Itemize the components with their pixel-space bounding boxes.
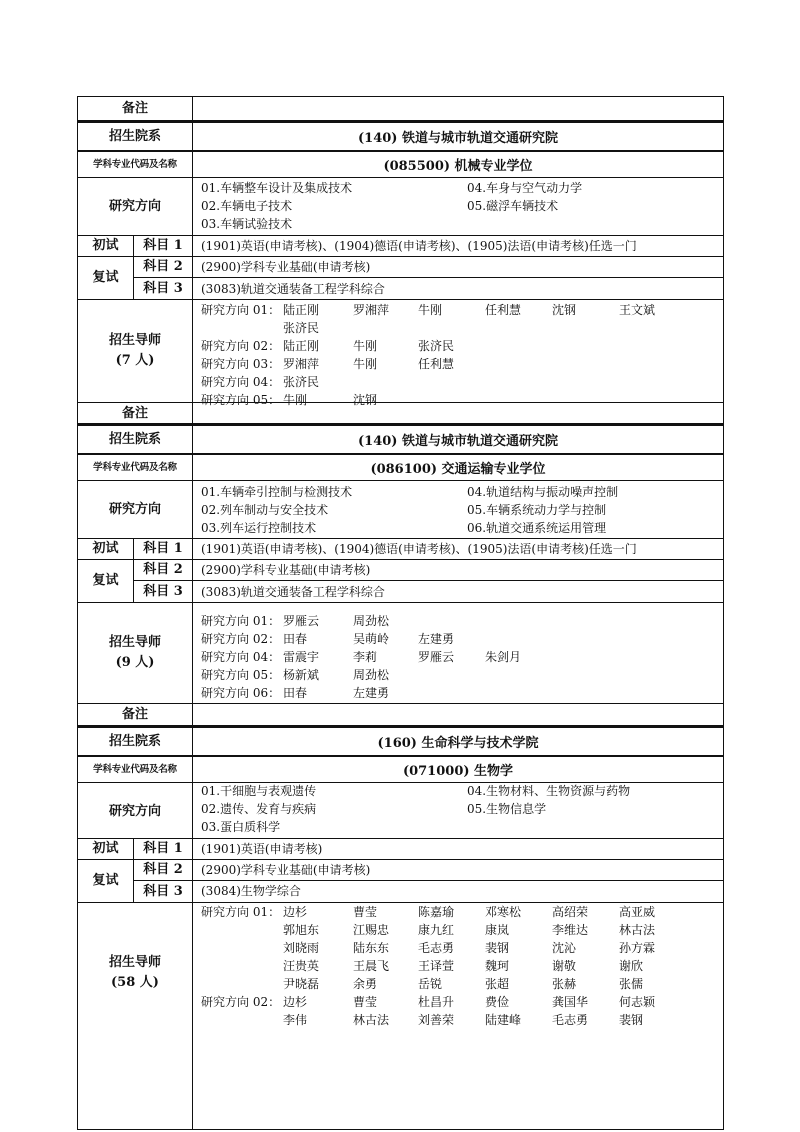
tutor-name: 邓寒松 <box>485 905 522 919</box>
direction-label: 研究方向 <box>108 198 161 214</box>
major-name: (086100) 交通运输专业学位 <box>370 462 546 477</box>
retest-label: 复试 <box>92 873 119 888</box>
direction-item: 04.轨道结构与振动噪声控制 <box>467 485 619 499</box>
tutor-name: 罗雁云 <box>283 614 320 628</box>
direction-label: 研究方向 <box>108 803 161 819</box>
direction-item: 01.干细胞与表观遗传 <box>201 784 317 798</box>
tutor-row <box>201 319 723 337</box>
tutor-name: 林古法 <box>353 1013 390 1027</box>
tutor-name: 朱剑月 <box>485 650 522 664</box>
direction-item: 02.遗传、发育与疾病 <box>201 802 317 816</box>
tutor-name: 左建勇 <box>418 632 455 646</box>
direction-item: 03.车辆试验技术 <box>201 217 293 231</box>
tutor-name: 魏珂 <box>485 959 510 973</box>
tutor-name: 李维达 <box>552 923 589 937</box>
tutor-name: 林古法 <box>619 923 656 937</box>
tutor-name: 郭旭东 <box>283 923 320 937</box>
subject-3-value: (3084)生物学综合 <box>201 884 301 898</box>
tutor-row <box>201 939 723 957</box>
subject-2-value: (2900)学科专业基础(申请考核) <box>201 863 371 877</box>
tutor-name: 牛刚 <box>353 339 378 353</box>
tutor-row <box>201 666 723 684</box>
tutor-direction: 研究方向 03： <box>201 357 281 371</box>
subject-1-value: (1901)英语(申请考核) <box>201 842 323 856</box>
tutor-name: 曹莹 <box>353 995 378 1009</box>
remark-label: 备注 <box>121 405 148 421</box>
tutor-direction: 研究方向 04： <box>201 375 281 389</box>
tutor-row <box>201 391 723 409</box>
tutor-name: 牛刚 <box>418 303 443 317</box>
direction-item: 03.列车运行控制技术 <box>201 521 317 535</box>
tutor-row <box>201 975 723 993</box>
subject-3-value: (3083)轨道交通装备工程学科综合 <box>201 282 385 296</box>
remark-row <box>77 96 724 121</box>
tutor-name: 任利慧 <box>418 357 455 371</box>
tutor-name: 康岚 <box>485 923 510 937</box>
tutor-row <box>201 612 723 630</box>
tutor-list <box>193 301 723 409</box>
tutor-name: 毛志勇 <box>418 941 455 955</box>
tutor-name: 尹晓磊 <box>283 977 320 991</box>
tutor-row <box>201 355 723 373</box>
tutor-direction: 研究方向 02： <box>201 339 281 353</box>
tutor-name: 曹莹 <box>353 905 378 919</box>
tutor-row <box>201 993 723 1011</box>
tutor-row <box>201 301 723 319</box>
initial-exam-label: 初试 <box>92 841 119 856</box>
tutor-name: 李伟 <box>283 1013 308 1027</box>
direction-item: 04.车身与空气动力学 <box>467 181 583 195</box>
tutor-name: 罗湘萍 <box>283 357 320 371</box>
tutor-name: 龚国华 <box>552 995 589 1009</box>
direction-item: 05.生物信息学 <box>467 802 547 816</box>
tutor-name: 张儒 <box>619 977 644 991</box>
tutor-name: 陆正刚 <box>283 339 320 353</box>
direction-label: 研究方向 <box>108 501 161 517</box>
tutor-name: 江赐忠 <box>353 923 390 937</box>
program-block-biology <box>77 726 724 1130</box>
direction-item: 03.蛋白质科学 <box>201 820 281 834</box>
tutor-name: 沈钢 <box>552 303 577 317</box>
tutor-name: 高亚威 <box>619 905 656 919</box>
divider <box>192 97 193 120</box>
subject-2-value: (2900)学科专业基础(申请考核) <box>201 563 371 577</box>
tutor-name: 孙方霖 <box>619 941 656 955</box>
tutor-name: 雷震宇 <box>283 650 320 664</box>
tutor-name: 左建勇 <box>353 686 390 700</box>
tutor-row <box>201 957 723 975</box>
tutor-direction: 研究方向 05： <box>201 393 281 407</box>
tutor-name: 裴钢 <box>485 941 510 955</box>
dept-label: 招生院系 <box>108 431 161 447</box>
tutor-name: 牛刚 <box>353 357 378 371</box>
direction-list <box>193 179 723 235</box>
tutor-name: 王文斌 <box>619 303 656 317</box>
tutor-name: 陆建峰 <box>485 1013 522 1027</box>
tutor-name: 陈嘉瑜 <box>418 905 455 919</box>
tutor-name: 康九红 <box>418 923 455 937</box>
tutor-count: (7 人) <box>115 353 155 368</box>
direction-item: 06.轨道交通系统运用管理 <box>467 521 607 535</box>
initial-exam-label: 初试 <box>92 541 119 556</box>
tutor-name: 张超 <box>485 977 510 991</box>
tutor-row <box>201 684 723 702</box>
tutor-row <box>201 630 723 648</box>
tutor-row <box>201 648 723 666</box>
tutor-name: 刘晓雨 <box>283 941 320 955</box>
tutor-name: 谢欣 <box>619 959 644 973</box>
major-label: 学科专业代码及名称 <box>93 763 177 775</box>
dept-name: (160) 生命科学与技术学院 <box>377 736 539 751</box>
tutor-direction: 研究方向 01： <box>201 614 281 628</box>
tutor-label-box <box>78 300 192 402</box>
subject-2-label: 科目 2 <box>143 259 183 274</box>
subject-1-label: 科目 1 <box>143 238 183 253</box>
tutor-name: 沈沁 <box>552 941 577 955</box>
tutor-name: 周劲松 <box>353 614 390 628</box>
tutor-row <box>201 373 723 391</box>
tutor-name: 吴萌岭 <box>353 632 390 646</box>
remark-label: 备注 <box>121 100 148 116</box>
dept-label: 招生院系 <box>108 733 161 749</box>
subject-2-label: 科目 2 <box>143 562 183 577</box>
direction-item: 04.生物材料、生物资源与药物 <box>467 784 631 798</box>
tutor-label: 招生导师 <box>108 955 161 970</box>
tutor-name: 余勇 <box>353 977 378 991</box>
direction-item: 05.车辆系统动力学与控制 <box>467 503 607 517</box>
retest-label: 复试 <box>92 270 119 285</box>
subject-3-label: 科目 3 <box>143 280 183 296</box>
tutor-list <box>193 612 723 702</box>
tutor-name: 王晨飞 <box>353 959 390 973</box>
tutor-name: 沈钢 <box>353 393 378 407</box>
tutor-count: (9 人) <box>115 655 155 670</box>
tutor-name: 陆东东 <box>353 941 390 955</box>
tutor-name: 费俭 <box>485 995 510 1009</box>
tutor-name: 任利慧 <box>485 303 522 317</box>
tutor-name: 周劲松 <box>353 668 390 682</box>
program-block-transport <box>77 424 724 726</box>
major-name: (085500) 机械专业学位 <box>383 159 533 174</box>
dept-name: (140) 铁道与城市轨道交通研究院 <box>358 131 558 146</box>
tutor-name: 李莉 <box>353 650 378 664</box>
remark-label: 备注 <box>121 707 148 722</box>
tutor-name: 边杉 <box>283 995 308 1009</box>
dept-name: (140) 铁道与城市轨道交通研究院 <box>358 434 558 449</box>
tutor-row <box>201 1011 723 1029</box>
tutor-name: 杜昌升 <box>418 995 455 1009</box>
tutor-direction: 研究方向 02： <box>201 632 281 646</box>
subject-1-label: 科目 1 <box>143 541 183 556</box>
direction-item: 01.车辆牵引控制与检测技术 <box>201 485 353 499</box>
subject-1-value: (1901)英语(申请考核)、(1904)德语(申请考核)、(1905)法语(申请考核)任选一门 <box>201 542 637 556</box>
tutor-row <box>201 921 723 939</box>
tutor-direction: 研究方向 01： <box>201 303 281 317</box>
tutor-name: 何志颖 <box>619 995 656 1009</box>
tutor-direction: 研究方向 02： <box>201 995 281 1009</box>
subject-3-label: 科目 3 <box>143 583 183 599</box>
tutor-name: 王译萱 <box>418 959 455 973</box>
tutor-direction: 研究方向 01： <box>201 905 281 919</box>
initial-exam-label: 初试 <box>92 238 119 253</box>
tutor-name: 岳锐 <box>418 977 443 991</box>
retest-label: 复试 <box>92 573 119 588</box>
subject-2-value: (2900)学科专业基础(申请考核) <box>201 260 371 274</box>
tutor-name: 陆正刚 <box>283 303 320 317</box>
direction-item: 02.列车制动与安全技术 <box>201 503 329 517</box>
tutor-row <box>201 337 723 355</box>
tutor-name: 毛志勇 <box>552 1013 589 1027</box>
direction-list <box>193 483 723 539</box>
direction-item: 01.车辆整车设计及集成技术 <box>201 181 353 195</box>
subject-3-value: (3083)轨道交通装备工程学科综合 <box>201 585 385 599</box>
tutor-name: 张济民 <box>283 375 320 389</box>
direction-list <box>193 782 723 838</box>
major-label: 学科专业代码及名称 <box>93 461 177 473</box>
tutor-name: 田春 <box>283 632 308 646</box>
subject-1-value: (1901)英语(申请考核)、(1904)德语(申请考核)、(1905)法语(申请考核)任选一门 <box>201 239 637 253</box>
tutor-name: 高绍荣 <box>552 905 589 919</box>
subject-2-label: 科目 2 <box>143 862 183 877</box>
tutor-row <box>201 903 723 921</box>
tutor-label: 招生导师 <box>108 333 161 348</box>
tutor-name: 罗雁云 <box>418 650 455 664</box>
major-label: 学科专业代码及名称 <box>93 158 177 170</box>
subject-1-label: 科目 1 <box>143 841 183 856</box>
tutor-label-box <box>78 603 192 703</box>
direction-item: 02.车辆电子技术 <box>201 199 293 213</box>
tutor-label-box <box>78 903 192 1043</box>
dept-label: 招生院系 <box>108 128 161 144</box>
subject-3-label: 科目 3 <box>143 883 183 899</box>
tutor-name: 张济民 <box>283 321 320 335</box>
tutor-name: 张赫 <box>552 977 577 991</box>
tutor-count: (58 人) <box>111 975 159 990</box>
program-block-mechanical <box>77 121 724 424</box>
tutor-label: 招生导师 <box>108 635 161 650</box>
major-name: (071000) 生物学 <box>402 764 514 779</box>
tutor-name: 刘善荣 <box>418 1013 455 1027</box>
tutor-name: 裴钢 <box>619 1013 644 1027</box>
tutor-name: 田春 <box>283 686 308 700</box>
tutor-name: 边杉 <box>283 905 308 919</box>
tutor-name: 张济民 <box>418 339 455 353</box>
direction-item: 05.磁浮车辆技术 <box>467 199 559 213</box>
tutor-direction: 研究方向 06： <box>201 686 281 700</box>
tutor-name: 罗湘萍 <box>353 303 390 317</box>
tutor-direction: 研究方向 04： <box>201 650 281 664</box>
tutor-list <box>193 903 723 1029</box>
tutor-direction: 研究方向 05： <box>201 668 281 682</box>
tutor-name: 谢敬 <box>552 959 577 973</box>
tutor-name: 汪贵英 <box>283 959 320 973</box>
tutor-name: 牛刚 <box>283 393 308 407</box>
tutor-name: 杨新斌 <box>283 668 320 682</box>
